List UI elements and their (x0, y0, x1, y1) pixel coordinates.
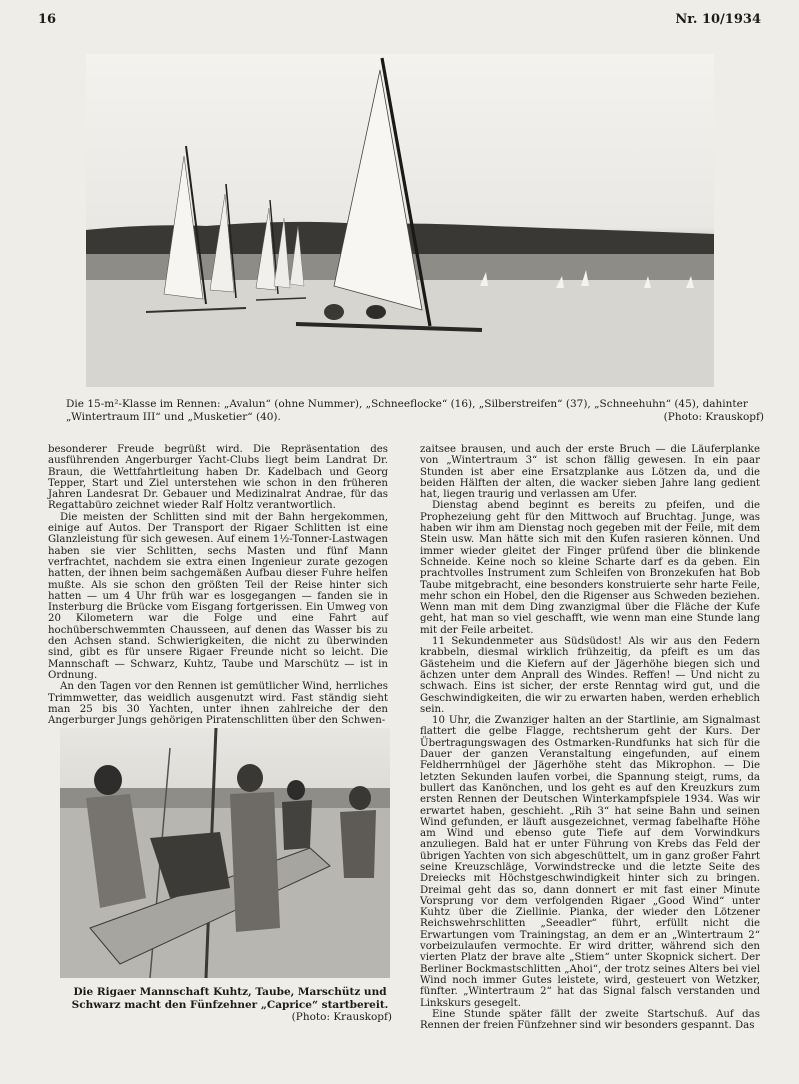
paragraph: An den Tagen vor den Rennen ist gemütlicher Wind, herrliches Trimmwetter, das weidlich ausgenutzt wird. Fast ständig sieht man 25 bis 30 Yachten, unter ihnen zahlreiche der den Angerburger Jungs gehörigen Piratenschlitten über den Schwen- (48, 681, 388, 727)
page-header (38, 12, 761, 32)
photo-credit: (Photo: Krauskopf) (663, 410, 764, 423)
issue-number: Nr. 10/1934 (675, 12, 761, 27)
article-column-left (48, 444, 388, 726)
paragraph: Die meisten der Schlitten sind mit der Bahn hergekommen, einige auf Autos. Der Transport der Rigaer Schlitten ist eine Glanzleistung für sich gewesen. Auf einem 1½-Tonner-Lastwagen haben sie vier Schlitten, sechs Masten und fünf Mann verfrachtet, nachdem sie extra einen Ingenieur zurate gezogen hatten, der ihnen beim sachgemäßen Aufbau dieser Fuhre helfen mußte. Als sie schon den größten Teil der Reise hinter sich hatten — um 4 Uhr früh war es losgegangen — fanden sie in Insterburg die Brücke vom Eisgang fortgerissen. Ein Umweg von 20 Kilometern war die Folge und eine Fahrt auf hochüberschwemmten Chausseen, auf denen das Wasser bis zu den Achsen stand. Schwierigkeiten, die nicht zu überwinden sind, gibt es für unsere Rigaer Freunde nicht so leicht. Die Mannschaft — Schwarz, Kuhtz, Taube und Marschütz — ist in Ordnung. (48, 511, 388, 681)
paragraph: 11 Sekundenmeter aus Südsüdost! Als wir aus den Federn krabbeln, diesmal wirklich frühzeitig, da pfeift es um das Gästeheim und die Kiefern auf der Jägerhöhe biegen sich und ächzen unter dem Anprall des Windes. Reffen! — Und nicht zu schwach. Eins ist sicher, der erste Renntag wird gut, und die Geschwindigkeiten, die wir zu erwarten haben, werden erheblich sein. (420, 636, 760, 715)
photo-caption-team (60, 986, 400, 1024)
paragraph: besonderer Freude begrüßt wird. Die Repräsentation des ausführenden Angerburger Yacht-Clubs liegt beim Landrat Dr. Braun, die Wettfahrtleitung haben Dr. Kadelbach und Georg Tepper, Start und Ziel unterstehen wie schon in den früheren Jahren Landesrat Dr. Gebauer und Medizinalrat Andrae, für das Regattabüro zeichnet wieder Ralf Holtz verantwortlich. (48, 444, 388, 512)
paragraph: Eine Stunde später fällt der zweite Startschuß. Auf das Rennen der freien Fünfzehner sind wir besonders gespannt. Das (420, 1008, 760, 1032)
caption-text: Die 15-m²-Klasse im Rennen: „Avalun“ (ohne Nummer), „Schneeflocke“ (16), „Silberstreifen“ (37), „Schneehuhn“ (45), dahinter „Wintertraum III“ und „Musketier“ (40). (66, 398, 748, 423)
photo-credit: (Photo: Krauskopf) (291, 1011, 392, 1023)
article-column-right (420, 444, 760, 1044)
rigaer-team-photo (60, 728, 390, 978)
paragraph: zaitsee brausen, und auch der erste Bruch — die Läuferplanke von „Wintertraum 3“ ist schon fällig gewesen. In ein paar Stunden ist aber eine Ersatzplanke aus Lötzen da, und die beiden Hälften der alten, die wacker sieben Jahre lang gedient hat, liegen traurig und verlassen am Ufer. (420, 444, 760, 501)
photo-caption-race (66, 398, 764, 423)
caption-text: Die Rigaer Mannschaft Kuhtz, Taube, Marschütz und Schwarz macht den Fünfzehner „Caprice“ startbereit. (71, 986, 389, 1011)
iceboat-race-photo (86, 54, 714, 387)
paragraph: 10 Uhr, die Zwanziger halten an der Startlinie, am Signalmast flattert die gelbe Flagge, rechtsherum geht der Kurs. Der Übertragungswagen des Ostmarken-Rundfunks hat sich für die Dauer der ganzen Veranstaltung eingefunden, auf einem Feldherrnhügel der Jägerhöhe steht das Mikrophon. — Die letzten Sekunden laufen vorbei, die Spannung steigt, rums, da bullert das Kanönchen, und los geht es auf den Kreuzkurs zum ersten Rennen der Deutschen Winterkampfspiele 1934. Was wir erwartet haben, geschieht. „Rih 3“ hat seine Bahn und seinen Wind gefunden, er läuft ausgezeichnet, vermag fabelhafte Höhe am Wind und ebenso gute Tiefe auf dem Vorwindkurs anzuliegen. Bald hat er unter Führung von Krebs das Feld der übrigen Yachten von sich abgeschüttelt, um in ganz großer Fahrt seine Kreuzschläge, Vorwindstrecke und die letzte Seite des Dreiecks mit Höchstgeschwindigkeit hinter sich zu bringen. Dreimal geht das so, dann donnert er mit fast einer Minute Vorsprung vor dem verfolgenden Rigaer „Good Wind“ unter Kuhtz über die Ziellinie. Pianka, der wieder den Lötzener Reichswehrschlitten „Seeadler“ führt, erfüllt nicht die Erwartungen vom Trainingstag, an dem er an „Wintertraum 2“ vorbeizulaufen vermochte. Er wird dritter, während sich den vierten Platz der brave alte „Stiem“ unter Skopnick sichert. Der Berliner Bockmastschlitten „Ahoi“, der trotz seines Alters bei viel Wind noch immer Gutes leistete, wird, gesteuert von Wetzker, fünfter. „Wintertraum 2“ hat das Signal falsch verstanden und Linkskurs gesegelt. (420, 715, 760, 1009)
paragraph: Dienstag abend beginnt es bereits zu pfeifen, und die Prophezeiung geht für den Mittwoch auf Bruchtag. Junge, was haben wir ihm am Dienstag noch gegeben mit der Feile, mit dem Stein usw. Man hätte sich mit den Kufen rasieren können. Und immer wieder gleitet der Finger prüfend über die blinkende Schneide. Keine noch so kleine Scharte darf es da geben. Ein prachtvolles Instrument zum Schleifen von Bronzekufen hat Bob Taube mitgebracht, eine besonders konstruierte sehr harte Feile, mehr schon ein Hobel, den die Rigenser aus Schweden beziehen. Wenn man mit dem Ding zwanzigmal über die Fläche der Kufe geht, hat man so viel geschafft, wie wenn man eine Stunde lang mit der Feile arbeitet. (420, 500, 760, 636)
page-number: 16 (38, 12, 57, 27)
